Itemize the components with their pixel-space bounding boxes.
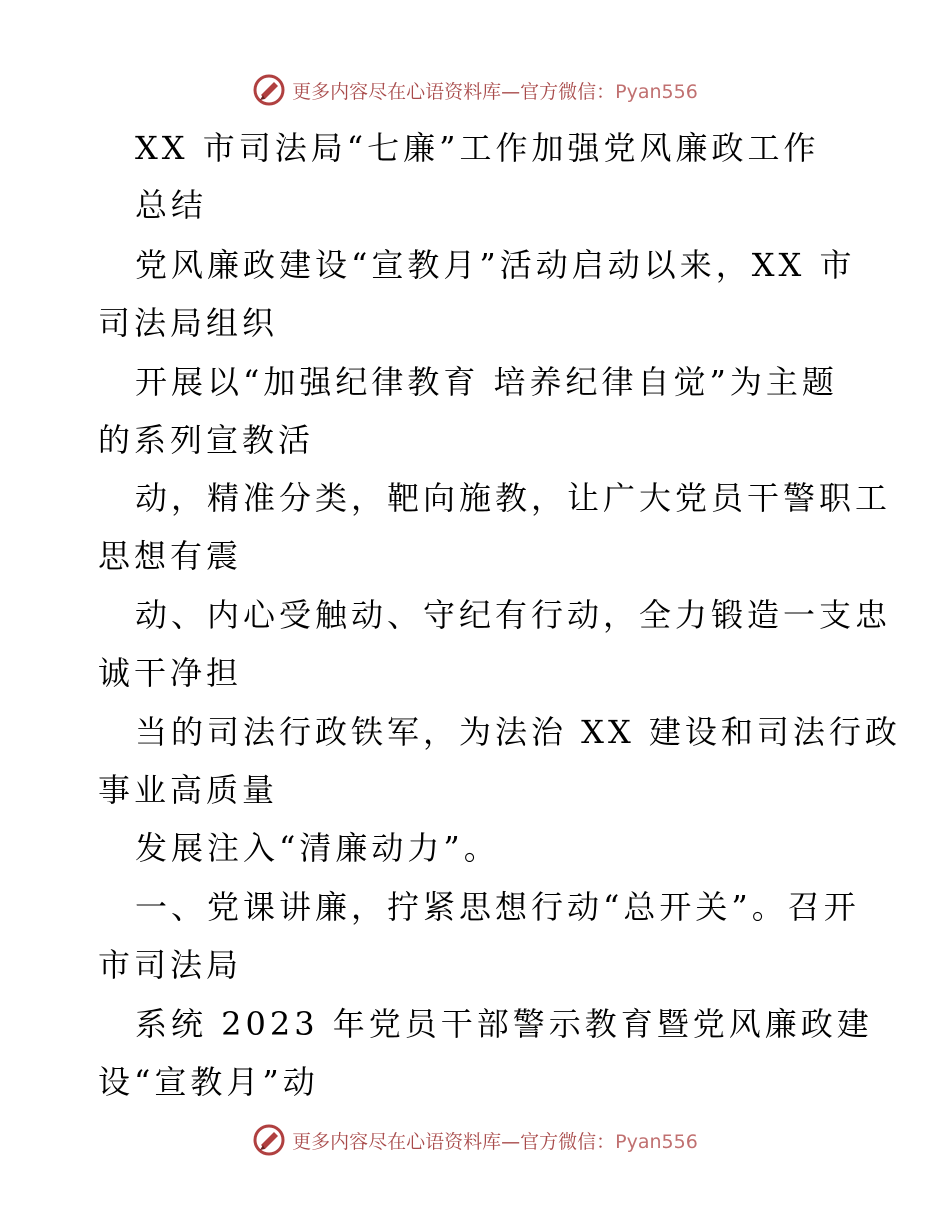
- text-line: 事业高质量: [98, 771, 279, 809]
- text-line: 当的司法行政铁军，为法治 XX 建设和司法行政: [135, 713, 901, 751]
- text-line: 思想有震: [98, 537, 243, 575]
- text-line: 开展以“加强纪律教育 培养纪律自觉”为主题: [135, 363, 838, 401]
- title-line-2: 总结: [135, 186, 208, 224]
- text-line: 发展注入“清廉动力”。: [135, 829, 500, 867]
- text-line: 市司法局: [98, 946, 243, 984]
- text-line: 一、党课讲廉，拧紧思想行动“总开关”。召开: [135, 888, 860, 926]
- text-line: 党风廉政建设“宣教月”活动启动以来，XX 市: [135, 246, 856, 284]
- text-line: 司法局组织: [98, 304, 279, 342]
- watermark-id: Pyan556: [615, 1130, 698, 1153]
- watermark-text: 更多内容尽在心语资料库—官方微信：Pyan556: [292, 1130, 698, 1153]
- text-line: 动、内心受触动、守纪有行动，全力锻造一支忠: [135, 596, 892, 634]
- text-line: 的系列宣教活: [98, 421, 315, 459]
- footer-watermark: [0, 1120, 950, 1160]
- title-line-1: XX 市司法局“七廉”工作加强党风廉政工作: [135, 129, 820, 167]
- text-line: 动，精准分类，靶向施教，让广大党员干警职工: [135, 479, 892, 517]
- text-line: 诚干净担: [98, 654, 243, 692]
- logo-icon: [252, 1123, 286, 1157]
- text-line: 系统 2023 年党员干部警示教育暨党风廉政建: [135, 1005, 873, 1043]
- watermark-id: Pyan556: [615, 80, 698, 103]
- text-line: 设“宣教月”动: [98, 1063, 319, 1101]
- header-watermark: [0, 70, 950, 110]
- watermark-text: 更多内容尽在心语资料库—官方微信：Pyan556: [292, 80, 698, 103]
- logo-icon: [252, 73, 286, 107]
